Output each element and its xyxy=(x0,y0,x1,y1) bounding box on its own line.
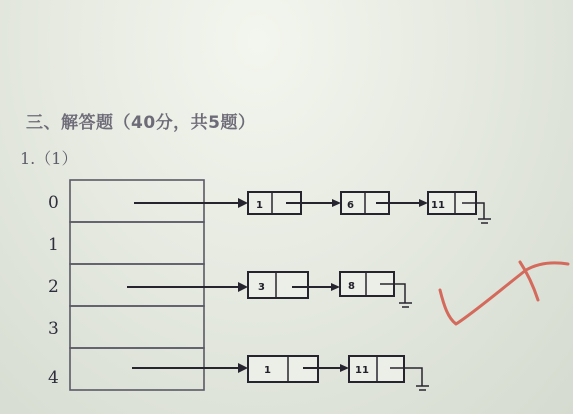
table-cell-2 xyxy=(70,264,204,306)
node-value: 11 xyxy=(431,200,445,211)
table-index: 2 xyxy=(48,277,59,297)
table-index: 1 xyxy=(48,235,59,255)
question-number: 1.（1） xyxy=(20,149,78,168)
node-value: 3 xyxy=(258,282,265,293)
chain-row-4 xyxy=(132,356,429,390)
arrowhead xyxy=(331,283,340,291)
arrowhead xyxy=(340,364,349,372)
list-node xyxy=(248,272,308,298)
chain-row-2 xyxy=(127,272,412,307)
arrowhead xyxy=(238,198,248,208)
node-value: 11 xyxy=(355,365,369,376)
table-index: 0 xyxy=(48,193,59,213)
hash-table xyxy=(70,180,204,390)
table-index: 4 xyxy=(48,368,59,388)
node-value: 1 xyxy=(256,200,263,211)
node-value: 1 xyxy=(264,365,271,376)
node-value: 8 xyxy=(348,281,355,292)
arrowhead xyxy=(238,282,248,292)
table-cell-3 xyxy=(70,306,204,348)
table-cell-0 xyxy=(70,180,204,222)
chain-row-0 xyxy=(134,192,491,223)
section-heading: 三、解答题（40分，共5题） xyxy=(26,113,256,133)
node-value: 6 xyxy=(347,200,354,211)
table-cell-1 xyxy=(70,222,204,264)
grader-check-mark-icon xyxy=(440,262,568,324)
table-index: 3 xyxy=(48,319,59,339)
table-indices xyxy=(48,193,59,388)
arrowhead xyxy=(238,363,248,373)
arrowhead xyxy=(332,199,341,207)
arrowhead xyxy=(419,199,428,207)
